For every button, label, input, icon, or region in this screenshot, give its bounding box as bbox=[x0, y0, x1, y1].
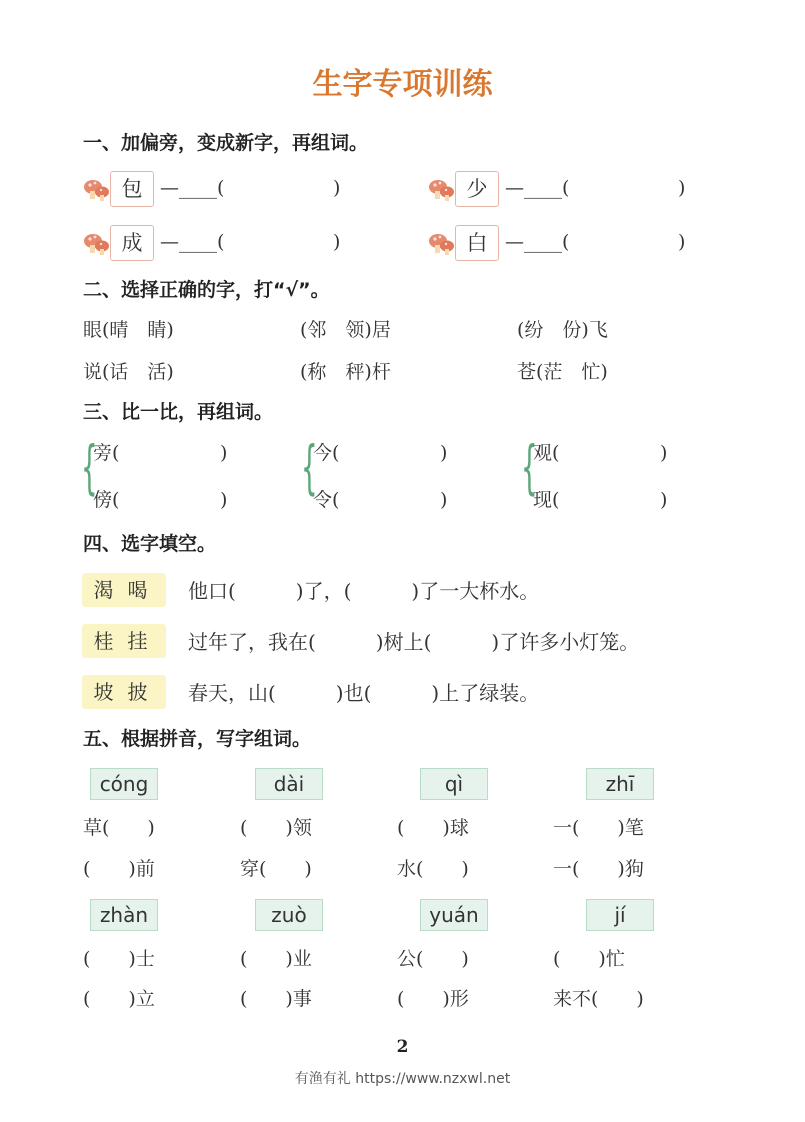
pinyin-box: yuán bbox=[420, 899, 488, 931]
choice-chars-box: 渴喝 bbox=[82, 573, 166, 607]
answer-blank: —____( bbox=[505, 177, 570, 199]
choice-item: 苍(茫 忙) bbox=[517, 361, 608, 383]
section-4-heading: 四、选字填空。 bbox=[83, 533, 217, 555]
paren-close: ) bbox=[440, 489, 448, 511]
word-blank: ( )前 bbox=[83, 858, 155, 880]
word-blank: 一( )笔 bbox=[553, 817, 644, 839]
pinyin-box: zuò bbox=[255, 899, 323, 931]
answer-blank: —____( bbox=[160, 231, 225, 253]
section-3-heading: 三、比一比，再组词。 bbox=[83, 401, 274, 423]
word-blank: ( )领 bbox=[240, 817, 312, 839]
word-blank: ( )事 bbox=[240, 988, 312, 1010]
choice-item: 说(话 活) bbox=[83, 361, 174, 383]
footer-watermark: 有渔有礼 https://www.nzxwl.net bbox=[294, 1071, 511, 1087]
compare-item: 今( bbox=[313, 442, 340, 464]
compare-item: 观( bbox=[533, 442, 560, 464]
compare-item: 旁( bbox=[93, 442, 120, 464]
word-blank: 来不( ) bbox=[553, 988, 644, 1010]
paren-close: ) bbox=[220, 442, 228, 464]
page-number: 2 bbox=[396, 1037, 409, 1057]
radical-char-box: 成 bbox=[110, 225, 154, 261]
word-blank: 一( )狗 bbox=[553, 858, 644, 880]
brace-icon: { bbox=[81, 433, 98, 501]
radical-char-box: 白 bbox=[455, 225, 499, 261]
mushroom-icon bbox=[83, 231, 111, 257]
paren-close: ) bbox=[660, 489, 668, 511]
word-blank: 草( ) bbox=[83, 817, 155, 839]
word-blank: ( )形 bbox=[397, 988, 469, 1010]
radical-char-box: 包 bbox=[110, 171, 154, 207]
pinyin-box: qì bbox=[420, 768, 488, 800]
word-blank: 公( ) bbox=[397, 948, 469, 970]
compare-item: 现( bbox=[533, 489, 560, 511]
answer-blank: —____( bbox=[505, 231, 570, 253]
word-blank: ( )立 bbox=[83, 988, 155, 1010]
pinyin-box: jí bbox=[586, 899, 654, 931]
word-blank: ( )忙 bbox=[553, 948, 625, 970]
paren-close: ) bbox=[220, 489, 228, 511]
answer-paren-close: ) bbox=[678, 231, 686, 253]
answer-blank: —____( bbox=[160, 177, 225, 199]
word-blank: ( )球 bbox=[397, 817, 469, 839]
answer-paren-close: ) bbox=[678, 177, 686, 199]
mushroom-icon bbox=[83, 177, 111, 203]
choice-item: (邻 领)居 bbox=[300, 319, 391, 341]
pinyin-box: zhàn bbox=[90, 899, 158, 931]
word-blank: 穿( ) bbox=[240, 858, 312, 880]
pinyin-box: cóng bbox=[90, 768, 158, 800]
fill-sentence: 春天，山( )也( )上了绿装。 bbox=[188, 681, 540, 705]
section-1-heading: 一、加偏旁，变成新字，再组词。 bbox=[83, 132, 369, 154]
word-blank: ( )业 bbox=[240, 948, 312, 970]
pinyin-box: zhī bbox=[586, 768, 654, 800]
paren-close: ) bbox=[440, 442, 448, 464]
compare-item: 傍( bbox=[93, 489, 120, 511]
choice-chars-box: 桂挂 bbox=[82, 624, 166, 658]
mushroom-icon bbox=[428, 177, 456, 203]
choice-item: 眼(晴 睛) bbox=[83, 319, 174, 341]
mushroom-icon bbox=[428, 231, 456, 257]
pinyin-box: dài bbox=[255, 768, 323, 800]
choice-item: (纷 份)飞 bbox=[517, 319, 608, 341]
answer-paren-close: ) bbox=[333, 177, 341, 199]
choice-chars-box: 坡披 bbox=[82, 675, 166, 709]
brace-icon: { bbox=[521, 433, 538, 501]
word-blank: ( )士 bbox=[83, 948, 155, 970]
word-blank: 水( ) bbox=[397, 858, 469, 880]
paren-close: ) bbox=[660, 442, 668, 464]
choice-item: (称 秤)杆 bbox=[300, 361, 391, 383]
fill-sentence: 他口( )了，( )了一大杯水。 bbox=[188, 579, 540, 603]
radical-char-box: 少 bbox=[455, 171, 499, 207]
page-title: 生字专项训练 bbox=[312, 67, 493, 102]
fill-sentence: 过年了，我在( )树上( )了许多小灯笼。 bbox=[188, 630, 640, 654]
section-5-heading: 五、根据拼音，写字组词。 bbox=[83, 728, 312, 750]
compare-item: 令( bbox=[313, 489, 340, 511]
brace-icon: { bbox=[301, 433, 318, 501]
section-2-heading: 二、选择正确的字，打“√”。 bbox=[83, 279, 330, 301]
answer-paren-close: ) bbox=[333, 231, 341, 253]
